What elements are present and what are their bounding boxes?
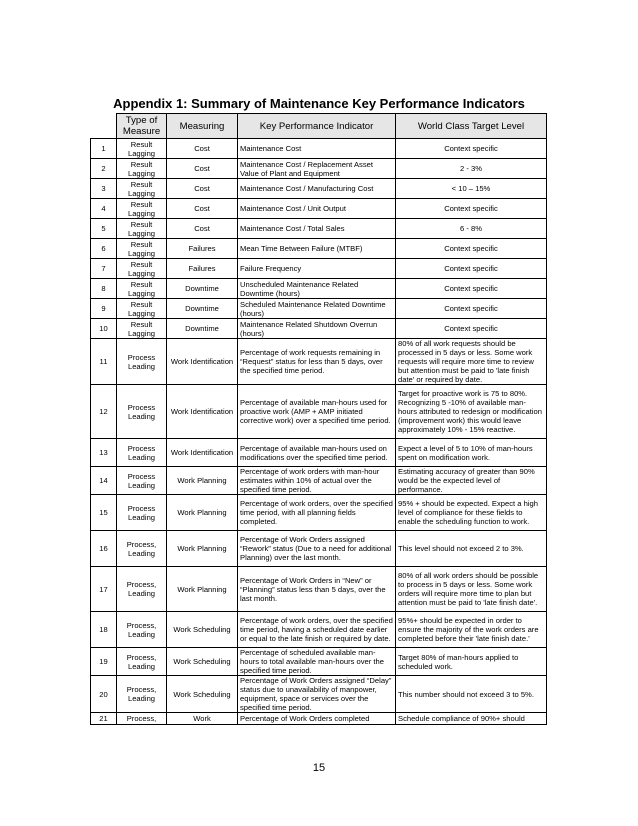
header-world-class-target-level: World Class Target Level — [396, 114, 547, 139]
type-of-measure: Result Lagging — [117, 319, 167, 339]
type-of-measure: Process Leading — [117, 339, 167, 385]
target-level: < 10 – 15% — [396, 179, 547, 199]
type-of-measure: Process, Leading — [117, 531, 167, 567]
target-level: 80% of all work orders should be possible to process in 5 days or less. Some work orders will require more time to plan but attention must be paid to 'late finish date'. — [396, 567, 547, 612]
target-level: This number should not exceed 3 to 5%. — [396, 676, 547, 713]
row-number: 20 — [91, 676, 117, 713]
key-performance-indicator: Scheduled Maintenance Related Downtime (hours) — [238, 299, 396, 319]
row-number: 15 — [91, 495, 117, 531]
key-performance-indicator: Percentage of work orders, over the specified time period, with all planning fields completed. — [238, 495, 396, 531]
measuring: Work Scheduling — [167, 676, 238, 713]
table-row — [91, 139, 547, 159]
measuring: Work Identification — [167, 439, 238, 467]
type-of-measure: Process Leading — [117, 467, 167, 495]
row-number: 2 — [91, 159, 117, 179]
type-of-measure: Process Leading — [117, 495, 167, 531]
key-performance-indicator: Maintenance Cost / Total Sales — [238, 219, 396, 239]
table-row — [91, 339, 547, 385]
header-key-performance-indicator: Key Performance Indicator — [238, 114, 396, 139]
target-level: Context specific — [396, 279, 547, 299]
type-of-measure: Result Lagging — [117, 259, 167, 279]
type-of-measure: Process, Leading — [117, 676, 167, 713]
table-row — [91, 612, 547, 648]
measuring: Downtime — [167, 319, 238, 339]
target-level: Schedule compliance of 90%+ should — [396, 713, 547, 725]
key-performance-indicator: Failure Frequency — [238, 259, 396, 279]
key-performance-indicator: Unscheduled Maintenance Related Downtime (hours) — [238, 279, 396, 299]
row-number: 8 — [91, 279, 117, 299]
row-number: 19 — [91, 648, 117, 676]
measuring: Work — [167, 713, 238, 725]
key-performance-indicator: Percentage of available man-hours used for proactive work (AMP + AMP initiated corrective work) over a specified time period. — [238, 385, 396, 439]
measuring: Cost — [167, 219, 238, 239]
page-number: 15 — [312, 762, 326, 774]
table-row — [91, 299, 547, 319]
type-of-measure: Result Lagging — [117, 219, 167, 239]
type-of-measure: Process, Leading — [117, 567, 167, 612]
header-measuring: Measuring — [167, 114, 238, 139]
key-performance-indicator: Maintenance Cost / Replacement Asset Value of Plant and Equipment — [238, 159, 396, 179]
row-number: 12 — [91, 385, 117, 439]
type-of-measure: Result Lagging — [117, 199, 167, 219]
key-performance-indicator: Maintenance Cost / Unit Output — [238, 199, 396, 219]
table-row — [91, 179, 547, 199]
type-of-measure: Result Lagging — [117, 159, 167, 179]
key-performance-indicator: Percentage of scheduled available man-hours to total available man-hours over the specified time period. — [238, 648, 396, 676]
measuring: Work Identification — [167, 339, 238, 385]
measuring: Work Planning — [167, 531, 238, 567]
target-level: Target for proactive work is 75 to 80%. Recognizing 5 -10% of available man-hours attributed to redesign or modification (improvement work) this would leave approximately 10% - 15% reactive. — [396, 385, 547, 439]
header-number — [91, 114, 117, 139]
measuring: Failures — [167, 259, 238, 279]
target-level: Context specific — [396, 239, 547, 259]
type-of-measure: Result Lagging — [117, 299, 167, 319]
table-row — [91, 467, 547, 495]
row-number: 21 — [91, 713, 117, 725]
target-level: 6 - 8% — [396, 219, 547, 239]
table-row — [91, 648, 547, 676]
target-level: Context specific — [396, 199, 547, 219]
type-of-measure: Process, — [117, 713, 167, 725]
key-performance-indicator: Percentage of Work Orders completed — [238, 713, 396, 725]
target-level: Context specific — [396, 259, 547, 279]
row-number: 16 — [91, 531, 117, 567]
type-of-measure: Result Lagging — [117, 139, 167, 159]
row-number: 5 — [91, 219, 117, 239]
key-performance-indicator: Percentage of Work Orders assigned “Rework” status (Due to a need for additional Planning) over the last month. — [238, 531, 396, 567]
measuring: Cost — [167, 139, 238, 159]
measuring: Cost — [167, 159, 238, 179]
key-performance-indicator: Percentage of work orders with man-hour estimates within 10% of actual over the specified time period. — [238, 467, 396, 495]
kpi-table — [90, 113, 547, 725]
measuring: Cost — [167, 199, 238, 219]
target-level: Expect a level of 5 to 10% of man-hours spent on modification work. — [396, 439, 547, 467]
table-row — [91, 259, 547, 279]
key-performance-indicator: Maintenance Cost / Manufacturing Cost — [238, 179, 396, 199]
type-of-measure: Process, Leading — [117, 648, 167, 676]
table-row — [91, 219, 547, 239]
measuring: Work Scheduling — [167, 648, 238, 676]
measuring: Work Planning — [167, 567, 238, 612]
page-title: Appendix 1: Summary of Maintenance Key Performance Indicators — [113, 96, 525, 111]
row-number: 10 — [91, 319, 117, 339]
row-number: 7 — [91, 259, 117, 279]
target-level: Target 80% of man-hours applied to scheduled work. — [396, 648, 547, 676]
measuring: Cost — [167, 179, 238, 199]
table-row — [91, 319, 547, 339]
table-header-row — [91, 114, 547, 139]
target-level: 95% + should be expected. Expect a high level of compliance for these fields to enable the scheduling function to work. — [396, 495, 547, 531]
key-performance-indicator: Percentage of work requests remaining in “Request” status for less than 5 days, over the specified time period. — [238, 339, 396, 385]
table-body — [91, 139, 547, 725]
table-row — [91, 676, 547, 713]
header-type-of-measure: Type of Measure — [117, 114, 167, 139]
target-level: 2 - 3% — [396, 159, 547, 179]
target-level: Context specific — [396, 299, 547, 319]
type-of-measure: Result Lagging — [117, 279, 167, 299]
target-level: 80% of all work requests should be processed in 5 days or less. Some work requests will require more time to review but attention must be paid to 'late finish date' or required by date. — [396, 339, 547, 385]
row-number: 9 — [91, 299, 117, 319]
target-level: Estimating accuracy of greater than 90% would be the expected level of performance. — [396, 467, 547, 495]
row-number: 14 — [91, 467, 117, 495]
key-performance-indicator: Percentage of available man-hours used on modifications over the specified time period. — [238, 439, 396, 467]
table-row — [91, 495, 547, 531]
measuring: Failures — [167, 239, 238, 259]
target-level: Context specific — [396, 319, 547, 339]
row-number: 6 — [91, 239, 117, 259]
measuring: Work Planning — [167, 467, 238, 495]
table-row — [91, 199, 547, 219]
measuring: Downtime — [167, 279, 238, 299]
target-level: This level should not exceed 2 to 3%. — [396, 531, 547, 567]
type-of-measure: Process Leading — [117, 439, 167, 467]
row-number: 18 — [91, 612, 117, 648]
table-row — [91, 279, 547, 299]
measuring: Work Identification — [167, 385, 238, 439]
type-of-measure: Process Leading — [117, 385, 167, 439]
target-level: Context specific — [396, 139, 547, 159]
measuring: Downtime — [167, 299, 238, 319]
row-number: 11 — [91, 339, 117, 385]
type-of-measure: Result Lagging — [117, 179, 167, 199]
key-performance-indicator: Maintenance Related Shutdown Overrun (hours) — [238, 319, 396, 339]
key-performance-indicator: Percentage of Work Orders assigned “Delay” status due to unavailability of manpower, equipment, space or services over the specified time period. — [238, 676, 396, 713]
type-of-measure: Process, Leading — [117, 612, 167, 648]
measuring: Work Planning — [167, 495, 238, 531]
row-number: 1 — [91, 139, 117, 159]
table-row — [91, 159, 547, 179]
key-performance-indicator: Percentage of work orders, over the specified time period, having a scheduled date earlier or equal to the late finish or required by date. — [238, 612, 396, 648]
key-performance-indicator: Percentage of Work Orders in “New” or “Planning” status less than 5 days, over the last month. — [238, 567, 396, 612]
table-row — [91, 439, 547, 467]
target-level: 95%+ should be expected in order to ensure the majority of the work orders are completed before their 'late finish date.' — [396, 612, 547, 648]
table-row — [91, 239, 547, 259]
table-row — [91, 385, 547, 439]
table-row — [91, 713, 547, 725]
row-number: 3 — [91, 179, 117, 199]
row-number: 4 — [91, 199, 117, 219]
key-performance-indicator: Maintenance Cost — [238, 139, 396, 159]
type-of-measure: Result Lagging — [117, 239, 167, 259]
measuring: Work Scheduling — [167, 612, 238, 648]
table-row — [91, 531, 547, 567]
row-number: 17 — [91, 567, 117, 612]
row-number: 13 — [91, 439, 117, 467]
key-performance-indicator: Mean Time Between Failure (MTBF) — [238, 239, 396, 259]
table-row — [91, 567, 547, 612]
